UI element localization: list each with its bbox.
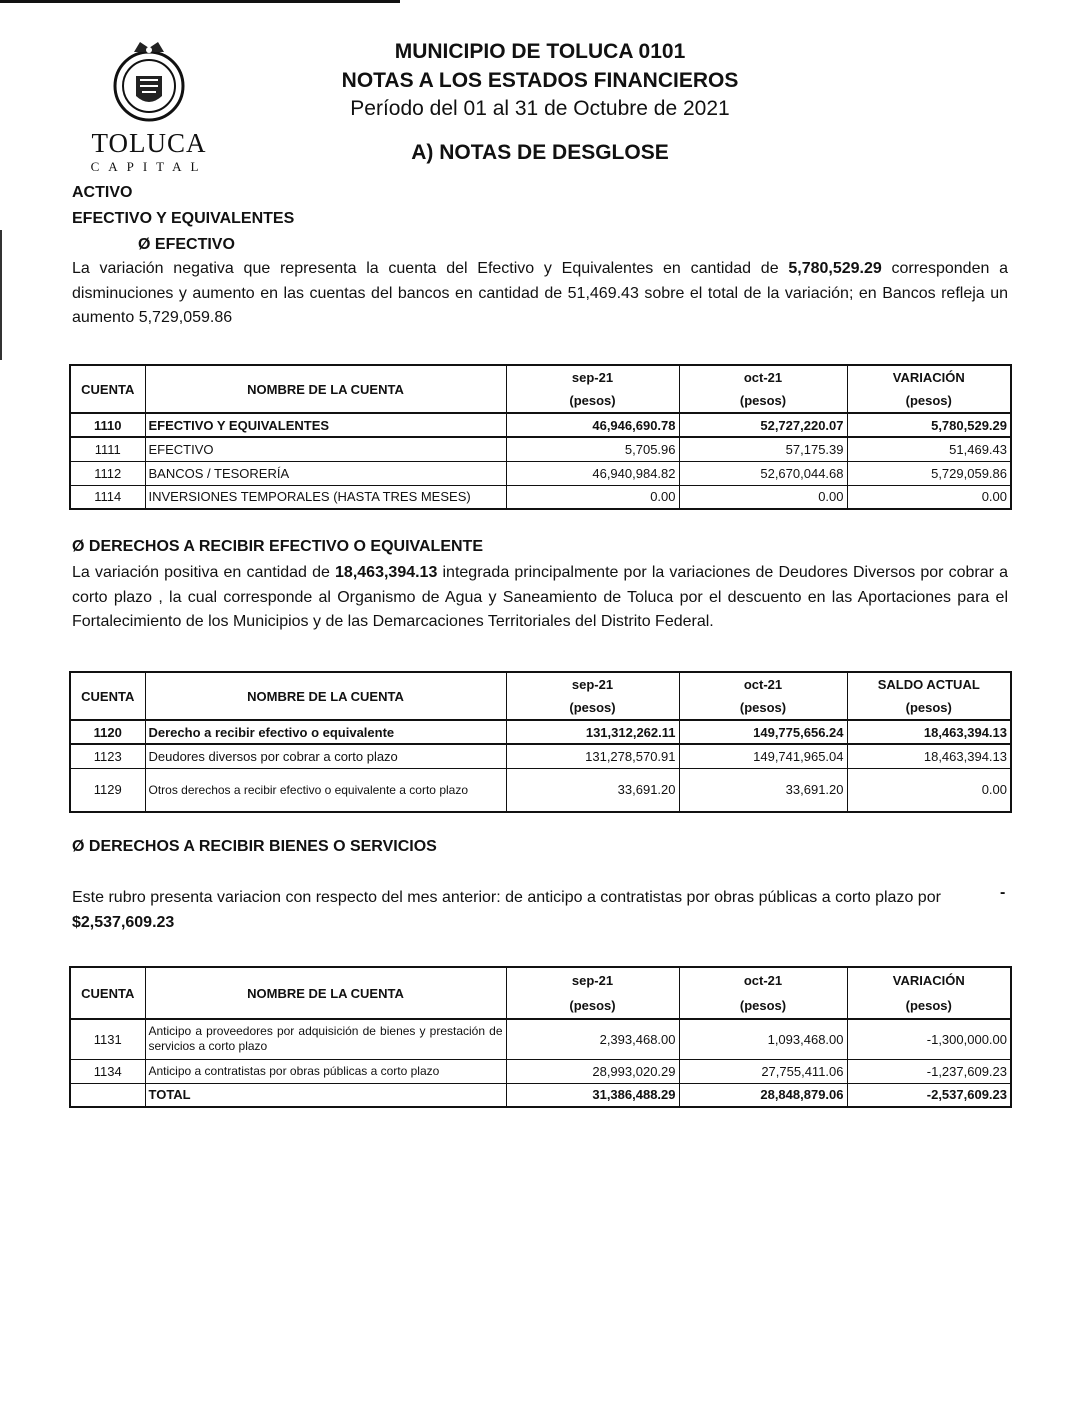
efectivo-equivalentes-heading: EFECTIVO Y EQUIVALENTES bbox=[72, 210, 295, 227]
cell-variacion: 5,729,059.86 bbox=[847, 461, 1011, 485]
unit-label: (pesos) bbox=[847, 993, 1011, 1019]
logo-tagline: CAPITAL bbox=[90, 159, 208, 174]
col-oct: oct-21 bbox=[679, 365, 847, 389]
table-row bbox=[70, 485, 1011, 509]
cell-sep: 46,946,690.78 bbox=[506, 413, 679, 437]
cell-oct: 0.00 bbox=[679, 485, 847, 509]
dash-mark: - bbox=[1000, 884, 1006, 901]
paragraph-text: corresponden a disminuciones y aumento en las cuentas del bancos en cantidad de 51,469.43 sobre el total de la variación; en Bancos refleja un aumento 5,729,059.86 bbox=[72, 260, 1009, 326]
cell-cuenta: 1114 bbox=[70, 485, 145, 509]
paragraph-text: Este rubro presenta variacion con respecto del mes anterior: de anticipo a contratistas por obras públicas a corto plazo por bbox=[72, 889, 941, 906]
document-title: NOTAS A LOS ESTADOS FINANCIEROS bbox=[341, 69, 739, 92]
table-row bbox=[70, 437, 1011, 461]
cell-sep: 0.00 bbox=[506, 485, 679, 509]
unit-label: (pesos) bbox=[847, 696, 1011, 720]
cell-nombre: Deudores diversos por cobrar a corto plazo bbox=[145, 744, 506, 768]
paragraph-amount: 5,780,529.29 bbox=[788, 260, 882, 277]
efectivo-paragraph bbox=[72, 257, 1008, 331]
cell-oct: 27,755,411.06 bbox=[679, 1059, 847, 1083]
paragraph-text: integrada principalmente por la variaciones de Deudores Diversos por cobrar a corto plazo , la cual corresponde al Organismo de Agua y Saneamiento de Toluca por el descuento en las Aportaciones para el Fortalecimiento de los Municipios y de las Demarcaciones Territoriales del Distrito Federal. bbox=[72, 564, 1008, 630]
cell-variacion: 51,469.43 bbox=[847, 437, 1011, 461]
col-nombre: NOMBRE DE LA CUENTA bbox=[145, 967, 506, 1019]
municipality-title: MUNICIPIO DE TOLUCA 0101 bbox=[394, 40, 686, 63]
toluca-crest-icon bbox=[106, 38, 192, 126]
cell-nombre: EFECTIVO bbox=[145, 437, 506, 461]
col-nombre: NOMBRE DE LA CUENTA bbox=[145, 365, 506, 413]
table-total-row bbox=[70, 1083, 1011, 1107]
efectivo-heading: Ø EFECTIVO bbox=[138, 236, 235, 253]
cell-cuenta: 1123 bbox=[70, 744, 145, 768]
derechos-efectivo-heading: Ø DERECHOS A RECIBIR EFECTIVO O EQUIVALENTE bbox=[72, 538, 483, 555]
cell-oct: 57,175.39 bbox=[679, 437, 847, 461]
cell-cuenta: 1111 bbox=[70, 437, 145, 461]
derechos-efectivo-paragraph bbox=[72, 561, 1008, 635]
cell-oct: 33,691.20 bbox=[679, 768, 847, 812]
unit-label: (pesos) bbox=[506, 993, 679, 1019]
col-sep: sep-21 bbox=[506, 365, 679, 389]
cell-sep: 28,993,020.29 bbox=[506, 1059, 679, 1083]
logo-wordmark: TOLUCA bbox=[91, 128, 207, 158]
cell-variacion: 5,780,529.29 bbox=[847, 413, 1011, 437]
cell-nombre: INVERSIONES TEMPORALES (HASTA TRES MESES) bbox=[145, 485, 506, 509]
cell-total-label: TOTAL bbox=[145, 1083, 506, 1107]
cell-variacion: -2,537,609.23 bbox=[847, 1083, 1011, 1107]
unit-label: (pesos) bbox=[679, 696, 847, 720]
cell-variacion: -1,237,609.23 bbox=[847, 1059, 1011, 1083]
table-row bbox=[70, 413, 1011, 437]
cell-cuenta: 1129 bbox=[70, 768, 145, 812]
unit-label: (pesos) bbox=[679, 389, 847, 413]
paragraph-text: La variación positiva en cantidad de bbox=[72, 564, 336, 581]
scan-edge-mark bbox=[0, 230, 2, 360]
period-text: Período del 01 al 31 de Octubre de 2021 bbox=[350, 97, 730, 120]
cell-nombre: Anticipo a proveedores por adquisición de bienes y prestación de servicios a corto plazo bbox=[145, 1019, 506, 1059]
derechos-efectivo-table bbox=[69, 671, 1012, 813]
table-row bbox=[70, 744, 1011, 768]
col-cuenta: CUENTA bbox=[70, 365, 145, 413]
col-sep: sep-21 bbox=[506, 672, 679, 696]
cell-cuenta: 1120 bbox=[70, 720, 145, 744]
col-oct: oct-21 bbox=[679, 967, 847, 993]
table-row bbox=[70, 720, 1011, 744]
cell-cuenta bbox=[70, 1083, 145, 1107]
unit-label: (pesos) bbox=[847, 389, 1011, 413]
table-row bbox=[70, 1059, 1011, 1083]
derechos-bienes-heading: Ø DERECHOS A RECIBIR BIENES O SERVICIOS bbox=[72, 838, 437, 855]
cell-oct: 28,848,879.06 bbox=[679, 1083, 847, 1107]
cell-nombre: BANCOS / TESORERÍA bbox=[145, 461, 506, 485]
cell-nombre: Anticipo a contratistas por obras públicas a corto plazo bbox=[145, 1059, 506, 1083]
cell-cuenta: 1131 bbox=[70, 1019, 145, 1059]
cell-saldo: 0.00 bbox=[847, 768, 1011, 812]
cell-sep: 31,386,488.29 bbox=[506, 1083, 679, 1107]
cell-oct: 1,093,468.00 bbox=[679, 1019, 847, 1059]
col-cuenta: CUENTA bbox=[70, 967, 145, 1019]
toluca-logo bbox=[84, 38, 214, 178]
paragraph-amount: $2,537,609.23 bbox=[72, 913, 175, 931]
unit-label: (pesos) bbox=[506, 389, 679, 413]
derechos-bienes-paragraph bbox=[72, 886, 972, 935]
col-saldo: SALDO ACTUAL bbox=[847, 672, 1011, 696]
cell-oct: 149,741,965.04 bbox=[679, 744, 847, 768]
cell-sep: 131,312,262.11 bbox=[506, 720, 679, 744]
cell-oct: 52,670,044.68 bbox=[679, 461, 847, 485]
activo-heading: ACTIVO bbox=[72, 184, 133, 201]
derechos-bienes-table bbox=[69, 966, 1012, 1108]
col-oct: oct-21 bbox=[679, 672, 847, 696]
cell-nombre: EFECTIVO Y EQUIVALENTES bbox=[145, 413, 506, 437]
cell-sep: 131,278,570.91 bbox=[506, 744, 679, 768]
unit-label: (pesos) bbox=[679, 993, 847, 1019]
col-variacion: VARIACIÓN bbox=[847, 365, 1011, 389]
paragraph-text: La variación negativa que representa la cuenta del Efectivo y Equivalentes en cantidad de bbox=[72, 260, 789, 277]
cell-cuenta: 1134 bbox=[70, 1059, 145, 1083]
table-row bbox=[70, 1019, 1011, 1059]
cell-saldo: 18,463,394.13 bbox=[847, 744, 1011, 768]
cell-oct: 149,775,656.24 bbox=[679, 720, 847, 744]
cell-cuenta: 1112 bbox=[70, 461, 145, 485]
cell-variacion: -1,300,000.00 bbox=[847, 1019, 1011, 1059]
cell-sep: 2,393,468.00 bbox=[506, 1019, 679, 1059]
section-title: A) NOTAS DE DESGLOSE bbox=[411, 141, 669, 164]
cell-sep: 46,940,984.82 bbox=[506, 461, 679, 485]
cell-oct: 52,727,220.07 bbox=[679, 413, 847, 437]
cell-cuenta: 1110 bbox=[70, 413, 145, 437]
unit-label: (pesos) bbox=[506, 696, 679, 720]
paragraph-amount: 18,463,394.13 bbox=[335, 564, 438, 581]
cell-sep: 33,691.20 bbox=[506, 768, 679, 812]
cell-nombre: Derecho a recibir efectivo o equivalente bbox=[145, 720, 506, 744]
col-sep: sep-21 bbox=[506, 967, 679, 993]
scan-top-line bbox=[0, 0, 400, 3]
cell-saldo: 18,463,394.13 bbox=[847, 720, 1011, 744]
col-cuenta: CUENTA bbox=[70, 672, 145, 720]
col-variacion: VARIACIÓN bbox=[847, 967, 1011, 993]
cell-variacion: 0.00 bbox=[847, 485, 1011, 509]
cell-nombre: Otros derechos a recibir efectivo o equivalente a corto plazo bbox=[145, 768, 506, 812]
table-row bbox=[70, 461, 1011, 485]
col-nombre: NOMBRE DE LA CUENTA bbox=[145, 672, 506, 720]
efectivo-table bbox=[69, 364, 1012, 510]
cell-sep: 5,705.96 bbox=[506, 437, 679, 461]
table-row bbox=[70, 768, 1011, 812]
